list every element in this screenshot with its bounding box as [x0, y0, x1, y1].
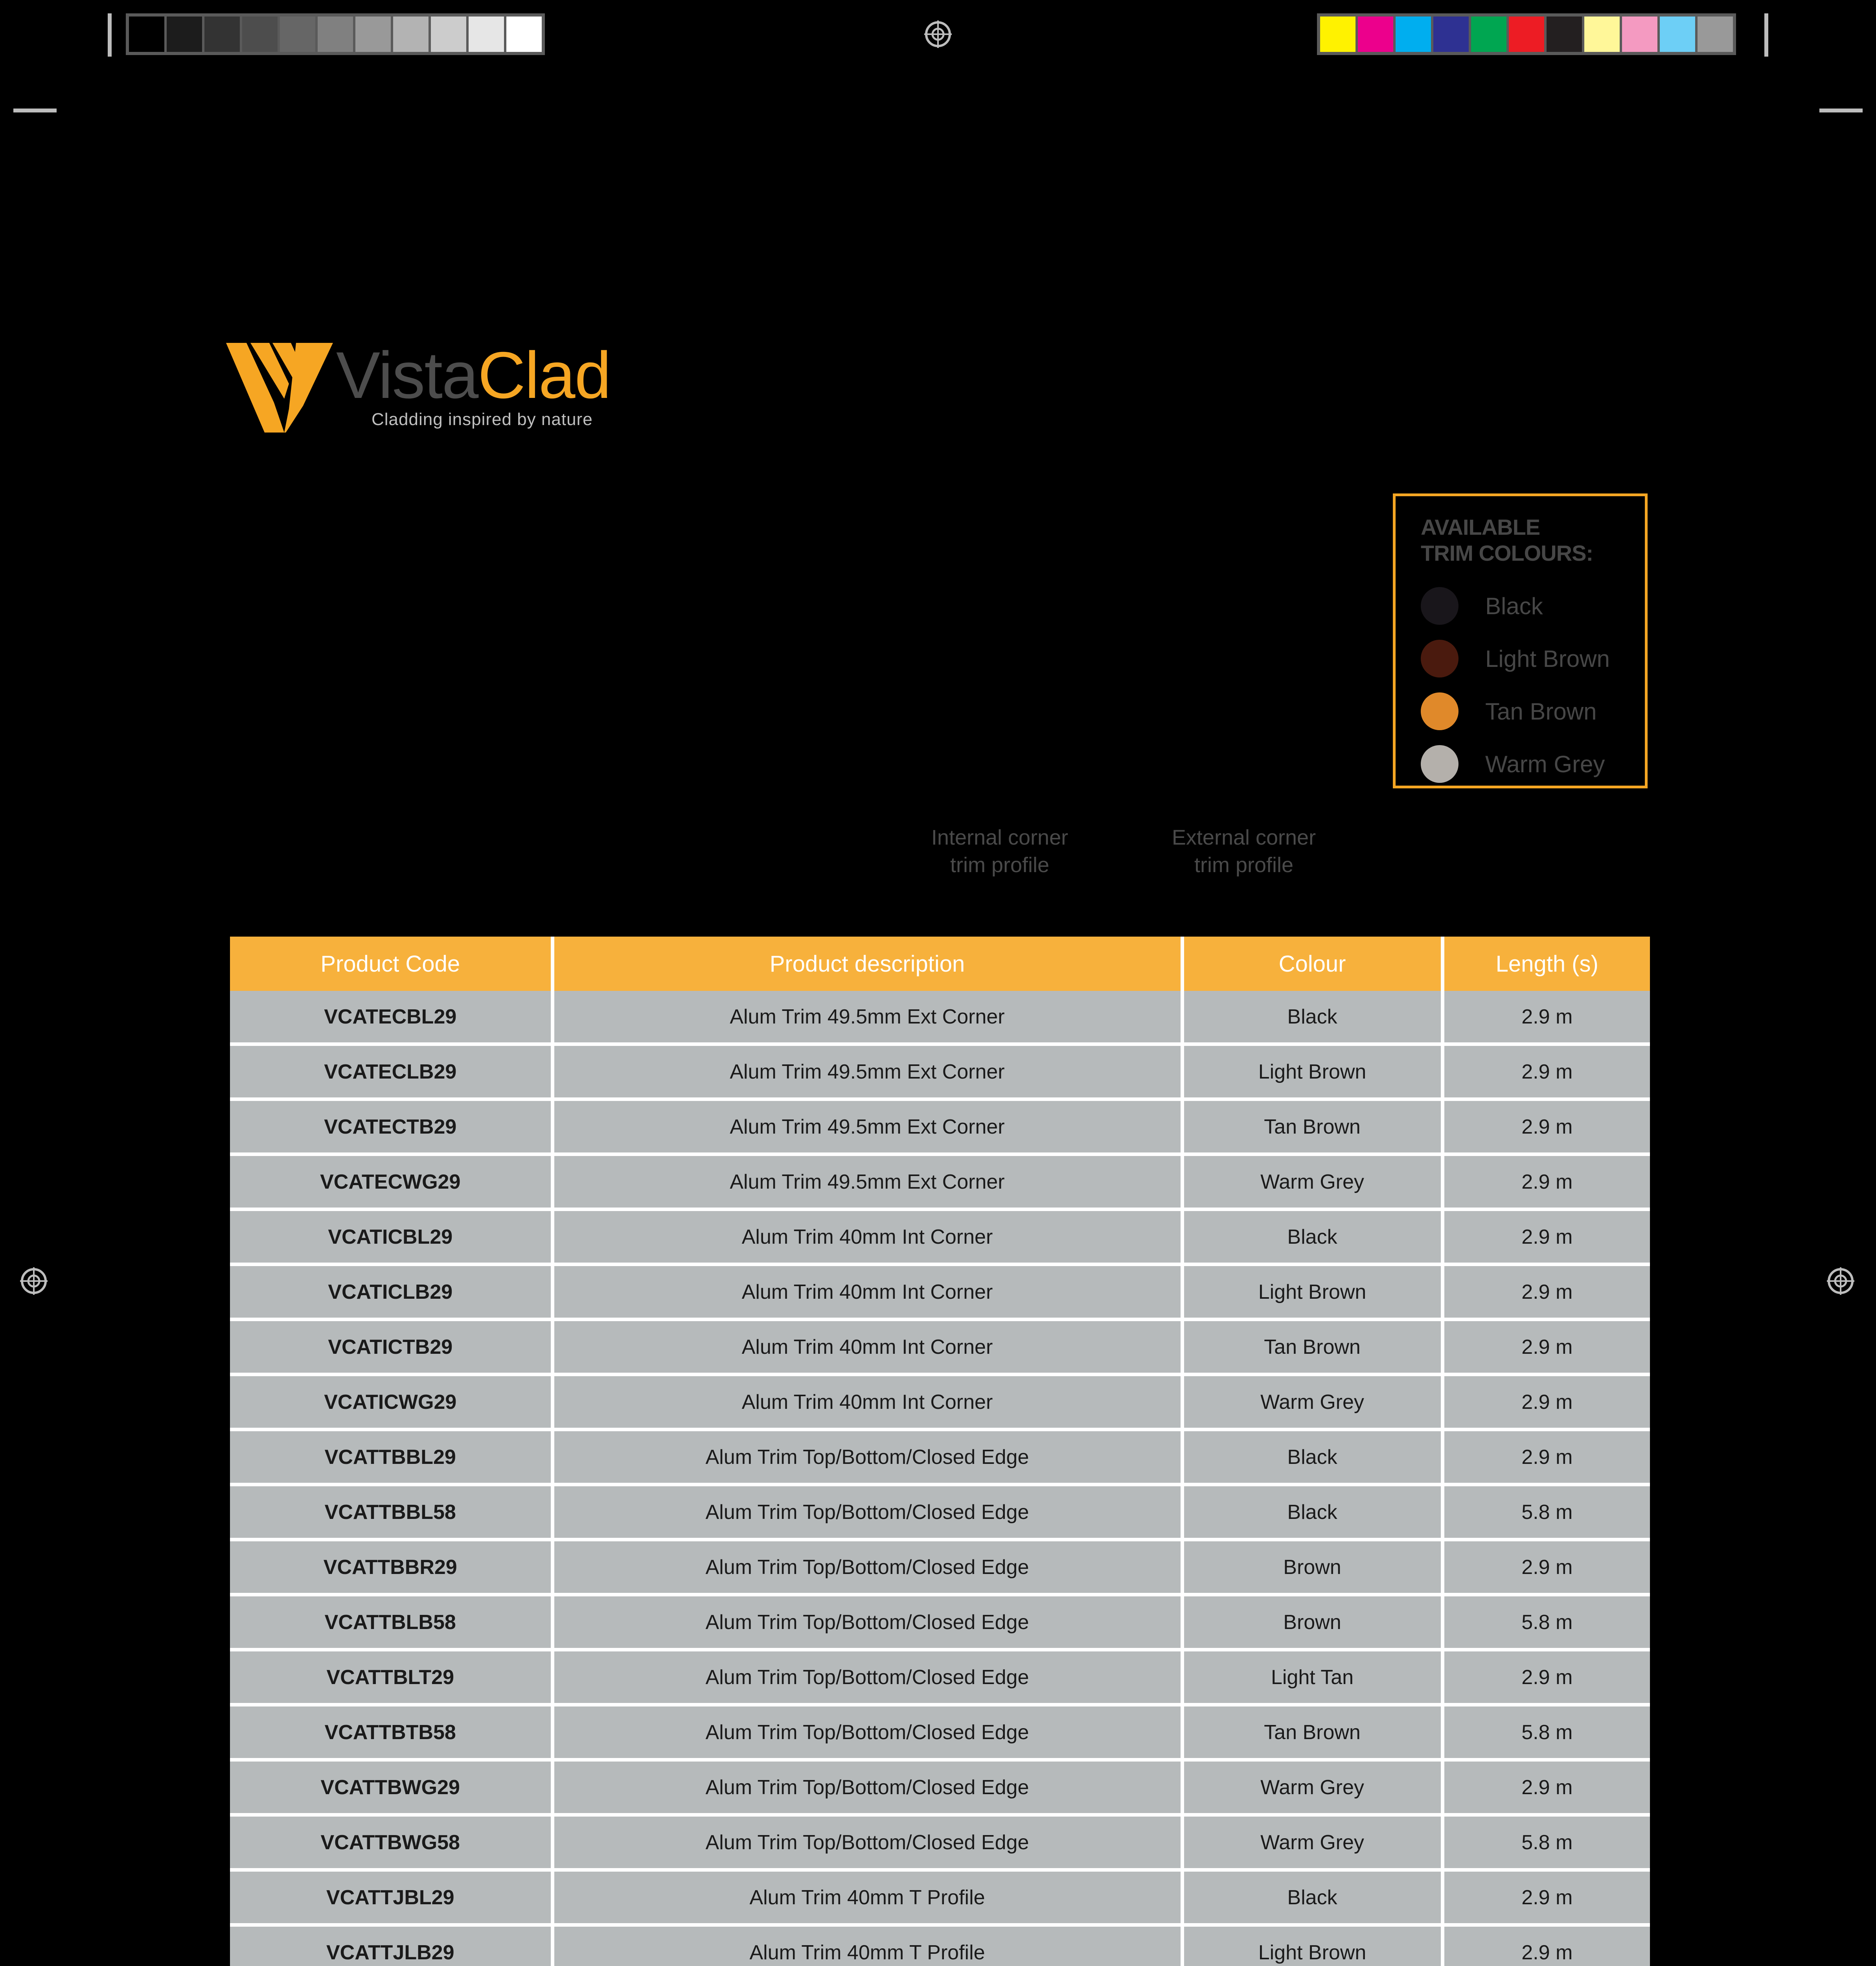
brand-name-part-2: Clad	[478, 338, 611, 412]
table-row	[230, 1265, 1650, 1320]
colour-cell: Warm Grey	[1182, 1375, 1442, 1430]
colour-cell: Light Brown	[1182, 1265, 1442, 1320]
calibration-patch	[1584, 17, 1622, 52]
registration-mark-icon	[1826, 1266, 1855, 1296]
brand-tagline: Cladding inspired by nature	[372, 410, 593, 429]
trim-colour-item	[1421, 685, 1645, 738]
length-cell: 2.9 m	[1442, 1540, 1650, 1595]
trim-colours-title-line-1: AVAILABLE	[1421, 515, 1540, 539]
calibration-patch	[1320, 17, 1358, 52]
internal-corner-label-line-2: trim profile	[950, 853, 1050, 877]
table-header-row	[230, 937, 1650, 991]
table-row	[230, 1540, 1650, 1595]
product-code-cell: VCATICWG29	[230, 1375, 552, 1430]
product-description-cell: Alum Trim 40mm T Profile	[552, 1870, 1182, 1925]
product-code-cell: VCATECBL29	[230, 991, 552, 1044]
calibration-patch	[1547, 17, 1584, 52]
column-header-product-code: Product Code	[230, 937, 552, 991]
registration-mark-icon	[19, 1266, 48, 1296]
calibration-patch	[431, 17, 469, 52]
length-cell: 2.9 m	[1442, 1760, 1650, 1815]
colour-swatch-icon	[1421, 640, 1458, 677]
column-header-product-description: Product description	[552, 937, 1182, 991]
length-cell: 2.9 m	[1442, 991, 1650, 1044]
colour-cell: Black	[1182, 1430, 1442, 1485]
colour-cell: Brown	[1182, 1540, 1442, 1595]
product-code-cell: VCATTBBL58	[230, 1485, 552, 1540]
product-code-cell: VCATICBL29	[230, 1209, 552, 1265]
table-row	[230, 1925, 1650, 1966]
length-cell: 2.9 m	[1442, 1154, 1650, 1209]
colour-cell: Tan Brown	[1182, 1705, 1442, 1760]
internal-corner-label-line-1: Internal corner	[931, 826, 1069, 849]
product-description-cell: Alum Trim 49.5mm Ext Corner	[552, 1099, 1182, 1154]
trim-colours-legend	[1393, 493, 1648, 788]
product-code-cell: VCATECWG29	[230, 1154, 552, 1209]
registration-mark-icon	[923, 20, 953, 49]
table-row	[230, 1870, 1650, 1925]
product-code-cell: VCATTBBL29	[230, 1430, 552, 1485]
crop-mark-top-left-vertical	[108, 13, 112, 57]
table-row	[230, 1430, 1650, 1485]
trim-colour-item	[1421, 580, 1645, 632]
length-cell: 5.8 m	[1442, 1485, 1650, 1540]
external-corner-profile-label	[1146, 824, 1342, 879]
calibration-patch	[167, 17, 204, 52]
trim-colour-label: Warm Grey	[1485, 751, 1605, 777]
product-code-cell: VCATTJLB29	[230, 1925, 552, 1966]
product-code-cell: VCATTBWG29	[230, 1760, 552, 1815]
colour-cell: Light Brown	[1182, 1925, 1442, 1966]
length-cell: 2.9 m	[1442, 1209, 1650, 1265]
trim-colour-label: Tan Brown	[1485, 698, 1597, 725]
vistaclad-logo-mark-icon	[226, 340, 336, 433]
product-description-cell: Alum Trim 40mm Int Corner	[552, 1375, 1182, 1430]
product-code-cell: VCATECTB29	[230, 1099, 552, 1154]
table-row	[230, 1154, 1650, 1209]
table-row	[230, 1815, 1650, 1870]
calibration-patch	[355, 17, 393, 52]
product-description-cell: Alum Trim 40mm Int Corner	[552, 1265, 1182, 1320]
trim-colour-item	[1421, 632, 1645, 685]
table-body	[230, 991, 1650, 1966]
table-row	[230, 1209, 1650, 1265]
grayscale-calibration-strip	[126, 13, 545, 55]
colour-cell: Warm Grey	[1182, 1154, 1442, 1209]
product-description-cell: Alum Trim 49.5mm Ext Corner	[552, 1044, 1182, 1099]
product-description-cell: Alum Trim 49.5mm Ext Corner	[552, 991, 1182, 1044]
table-row	[230, 1595, 1650, 1650]
calibration-patch	[280, 17, 318, 52]
external-corner-label-line-1: External corner	[1172, 826, 1316, 849]
product-description-cell: Alum Trim Top/Bottom/Closed Edge	[552, 1485, 1182, 1540]
length-cell: 2.9 m	[1442, 1044, 1650, 1099]
colour-cell: Black	[1182, 991, 1442, 1044]
calibration-patch	[242, 17, 280, 52]
colour-cell: Black	[1182, 1870, 1442, 1925]
product-code-cell: VCATICLB29	[230, 1265, 552, 1320]
trim-colours-title-line-2: TRIM COLOURS:	[1421, 541, 1593, 565]
table-row	[230, 1099, 1650, 1154]
product-code-cell: VCATTBBR29	[230, 1540, 552, 1595]
product-code-cell: VCATTBWG58	[230, 1815, 552, 1870]
table-row	[230, 1044, 1650, 1099]
table-row	[230, 1320, 1650, 1375]
length-cell: 5.8 m	[1442, 1705, 1650, 1760]
table-row	[230, 991, 1650, 1044]
colour-swatch-icon	[1421, 692, 1458, 730]
trim-colour-label: Black	[1485, 593, 1543, 619]
calibration-patch	[318, 17, 355, 52]
calibration-patch	[204, 17, 242, 52]
colour-cell: Warm Grey	[1182, 1815, 1442, 1870]
colour-cell: Tan Brown	[1182, 1320, 1442, 1375]
colour-cell: Black	[1182, 1485, 1442, 1540]
calibration-patch	[129, 17, 167, 52]
calibration-patch	[393, 17, 431, 52]
colour-swatch-icon	[1421, 587, 1458, 625]
calibration-patch	[1622, 17, 1660, 52]
length-cell: 2.9 m	[1442, 1265, 1650, 1320]
product-description-cell: Alum Trim 49.5mm Ext Corner	[552, 1154, 1182, 1209]
table-row	[230, 1485, 1650, 1540]
colour-cell: Light Tan	[1182, 1650, 1442, 1705]
calibration-patch	[1660, 17, 1698, 52]
external-corner-label-line-2: trim profile	[1194, 853, 1294, 877]
crop-mark-top-left-horizontal	[13, 109, 57, 112]
product-code-cell: VCATTBTB58	[230, 1705, 552, 1760]
length-cell: 5.8 m	[1442, 1595, 1650, 1650]
column-header-colour: Colour	[1182, 937, 1442, 991]
calibration-patch	[1509, 17, 1547, 52]
product-description-cell: Alum Trim Top/Bottom/Closed Edge	[552, 1650, 1182, 1705]
table-row	[230, 1650, 1650, 1705]
calibration-patch	[1358, 17, 1396, 52]
vistaclad-logo	[226, 338, 658, 436]
calibration-patch	[1698, 17, 1733, 52]
trim-colour-item	[1421, 738, 1645, 790]
colour-cell: Warm Grey	[1182, 1760, 1442, 1815]
length-cell: 2.9 m	[1442, 1375, 1650, 1430]
internal-corner-profile-label	[901, 824, 1098, 879]
colour-cell: Light Brown	[1182, 1044, 1442, 1099]
table-row	[230, 1375, 1650, 1430]
length-cell: 2.9 m	[1442, 1870, 1650, 1925]
crop-mark-top-right-horizontal	[1819, 109, 1863, 112]
product-table	[230, 937, 1650, 1966]
product-code-cell: VCATTJBL29	[230, 1870, 552, 1925]
product-code-cell: VCATTBLB58	[230, 1595, 552, 1650]
length-cell: 2.9 m	[1442, 1925, 1650, 1966]
column-header-lengths: Length (s)	[1442, 937, 1650, 991]
product-description-cell: Alum Trim Top/Bottom/Closed Edge	[552, 1540, 1182, 1595]
colour-cell: Black	[1182, 1209, 1442, 1265]
length-cell: 5.8 m	[1442, 1815, 1650, 1870]
length-cell: 2.9 m	[1442, 1320, 1650, 1375]
product-code-cell: VCATICTB29	[230, 1320, 552, 1375]
brand-name-part-1: Vista	[336, 338, 478, 412]
calibration-patch	[506, 17, 542, 52]
length-cell: 2.9 m	[1442, 1099, 1650, 1154]
table-row	[230, 1760, 1650, 1815]
product-description-cell: Alum Trim Top/Bottom/Closed Edge	[552, 1705, 1182, 1760]
trim-colours-title	[1421, 514, 1645, 566]
product-description-cell: Alum Trim Top/Bottom/Closed Edge	[552, 1430, 1182, 1485]
brand-name	[336, 338, 611, 412]
product-code-cell: VCATECLB29	[230, 1044, 552, 1099]
calibration-patch	[1433, 17, 1471, 52]
product-description-cell: Alum Trim 40mm Int Corner	[552, 1320, 1182, 1375]
product-description-cell: Alum Trim 40mm T Profile	[552, 1925, 1182, 1966]
calibration-patch	[469, 17, 506, 52]
crop-mark-top-right-vertical	[1764, 13, 1768, 57]
colour-cell: Brown	[1182, 1595, 1442, 1650]
colour-swatch-icon	[1421, 745, 1458, 783]
trim-colour-label: Light Brown	[1485, 645, 1610, 672]
table-row	[230, 1705, 1650, 1760]
colour-cell: Tan Brown	[1182, 1099, 1442, 1154]
product-description-cell: Alum Trim Top/Bottom/Closed Edge	[552, 1760, 1182, 1815]
color-calibration-strip	[1317, 13, 1736, 55]
calibration-patch	[1396, 17, 1433, 52]
product-description-cell: Alum Trim 40mm Int Corner	[552, 1209, 1182, 1265]
length-cell: 2.9 m	[1442, 1430, 1650, 1485]
product-code-cell: VCATTBLT29	[230, 1650, 552, 1705]
product-description-cell: Alum Trim Top/Bottom/Closed Edge	[552, 1815, 1182, 1870]
length-cell: 2.9 m	[1442, 1650, 1650, 1705]
product-description-cell: Alum Trim Top/Bottom/Closed Edge	[552, 1595, 1182, 1650]
calibration-patch	[1471, 17, 1509, 52]
